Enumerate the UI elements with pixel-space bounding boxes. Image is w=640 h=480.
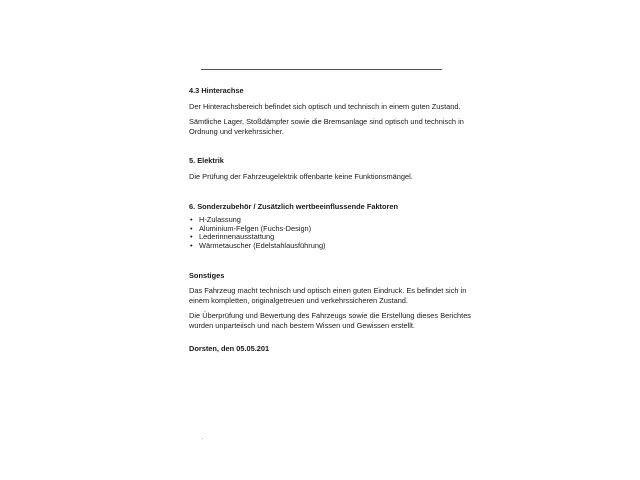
place-date: Dorsten, den 05.05.201: [189, 343, 270, 353]
document-body: [189, 86, 471, 353]
section-electrics: [189, 156, 471, 181]
section-accessories: [189, 202, 471, 251]
paragraph: Sämtliche Lager, Stoßdämpfer sowie die Bremsanlage sind optisch und technisch in Ordnung und verkehrssicher.: [189, 117, 464, 136]
bullet-icon: •: [190, 240, 193, 250]
header-rule: [201, 69, 442, 70]
section-rear-axle: [189, 86, 471, 136]
list-item-text: Wärmetauscher (Edelstahlausführung): [199, 240, 326, 250]
section-miscellaneous: [189, 271, 471, 331]
list-item-text: Lederinnenausstattung: [199, 232, 275, 242]
bullet-icon: •: [190, 223, 193, 233]
signature-block: [189, 344, 471, 354]
paragraph: Das Fahrzeug macht technisch und optisch einen guten Eindruck. Es befindet sich in einem kompletten, originalgetreuen und verkehrssicheren Zustand.: [189, 286, 467, 305]
section-heading: 6. Sonderzubehör / Zusätzlich wertbeeinflussende Faktoren: [189, 201, 399, 211]
paragraph: Die Überprüfung und Bewertung des Fahrzeugs sowie die Erstellung dieses Berichtes wurden unparteiisch und nach bestem Wissen und Gewissen erstellt.: [189, 311, 471, 330]
section-heading: 5. Elektrik: [189, 156, 224, 166]
section-heading: 4.3 Hinterachse: [189, 86, 244, 95]
list-item-text: Aluminium-Felgen (Fuchs-Design): [199, 223, 312, 233]
bullet-icon: •: [190, 232, 193, 242]
bullet-icon: •: [190, 215, 193, 225]
accessory-list: [189, 216, 471, 250]
section-heading: Sonstiges: [189, 270, 225, 280]
list-item-text: H-Zulassung: [199, 215, 241, 225]
paragraph: Die Prüfung der Fahrzeugelektrik offenbarte keine Funktionsmängel.: [189, 171, 413, 181]
scan-speck: [202, 438, 203, 439]
paragraph: Der Hinterachsbereich befindet sich optisch und technisch in einem guten Zustand.: [189, 101, 461, 111]
list-item: [189, 242, 471, 251]
